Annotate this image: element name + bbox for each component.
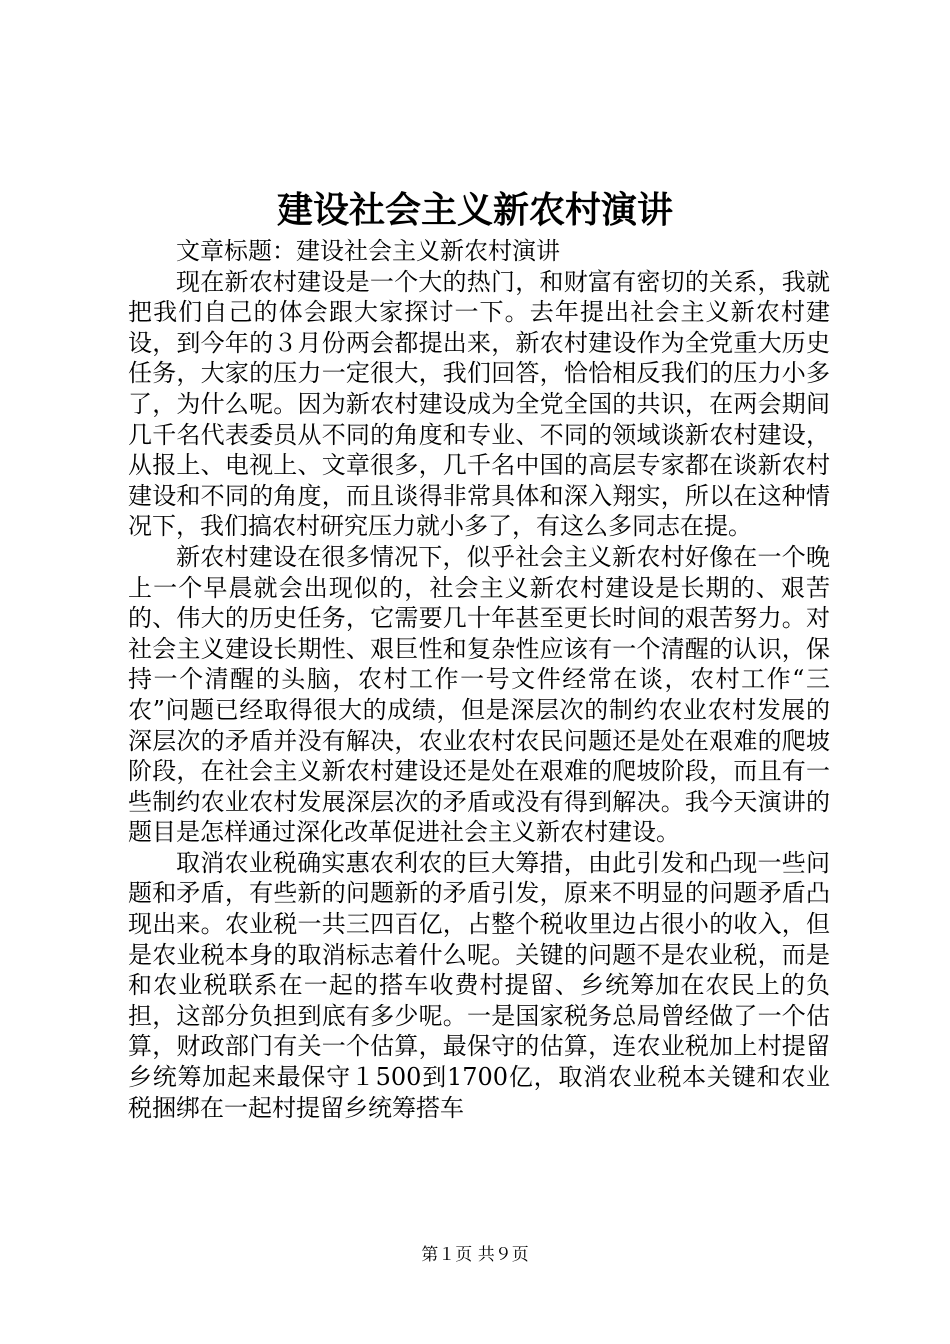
paragraph-article-title: 文章标题：建设社会主义新农村演讲 [176, 237, 560, 265]
paragraph: 现在新农村建设是一个大的热门，和财富有密切的关系，我就把我们自己的体会跟大家探讨一下。去年提出社会主义新农村建设，到今年的３月份两会都提出来，新农村建设作为全党重大历史任务，大家的压力一定很大，我们回答，恰恰相反我们的压力小多了，为什么呢。因为新农村建设成为全党全国的共识，在两会期间几千名代表委员从不同的角度和专业、不同的领域谈新农村建设，从报上、电视上、文章很多，几千名中国的高层专家都在谈新农村建设和不同的角度，而且谈得非常具体和深入翔实，所以在这种情况下，我们搞农村研究压力就小多了，有这么多同志在提。 [128, 267, 830, 541]
document-title: 建设社会主义新农村演讲 [276, 189, 673, 231]
paragraph: 新农村建设在很多情况下，似乎社会主义新农村好像在一个晚上一个早晨就会出现似的，社会主义新农村建设是长期的、艰苦的、伟大的历史任务，它需要几十年甚至更长时间的艰苦努力。对社会主义建设长期性、艰巨性和复杂性应该有一个清醒的认识，保持一个清醒的头脑，农村工作一号文件经常在谈，农村工作“三农”问题已经取得很大的成绩，但是深层次的制约农业农村发展的深层次的矛盾并没有解决，农业农村农民问题还是处在艰难的爬坡阶段，在社会主义新农村建设还是处在艰难的爬坡阶段，而且有一些制约农业农村发展深层次的矛盾或没有得到解决。我今天演讲的题目是怎样通过深化改革促进社会主义新农村建设。 [128, 542, 830, 847]
document-body [128, 236, 830, 1123]
page-number-footer: 第１页 共９页 [421, 1245, 529, 1265]
paragraph: 取消农业税确实惠农利农的巨大筹措，由此引发和凸现一些问题和矛盾，有些新的问题新的矛盾引发，原来不明显的问题矛盾凸现出来。农业税一共三四百亿，占整个税收里边占很小的收入，但是农业税本身的取消标志着什么呢。关键的问题不是农业税，而是和农业税联系在一起的搭车收费村提留、乡统筹加在农民上的负担，这部分负担到底有多少呢。一是国家税务总局曾经做了一个估算，财政部门有关一个估算，最保守的估算，连农业税加上村提留乡统筹加起来最保守１500到1700亿，取消农业税本关键和农业税捆绑在一起村提留乡统筹搭车 [128, 848, 830, 1122]
